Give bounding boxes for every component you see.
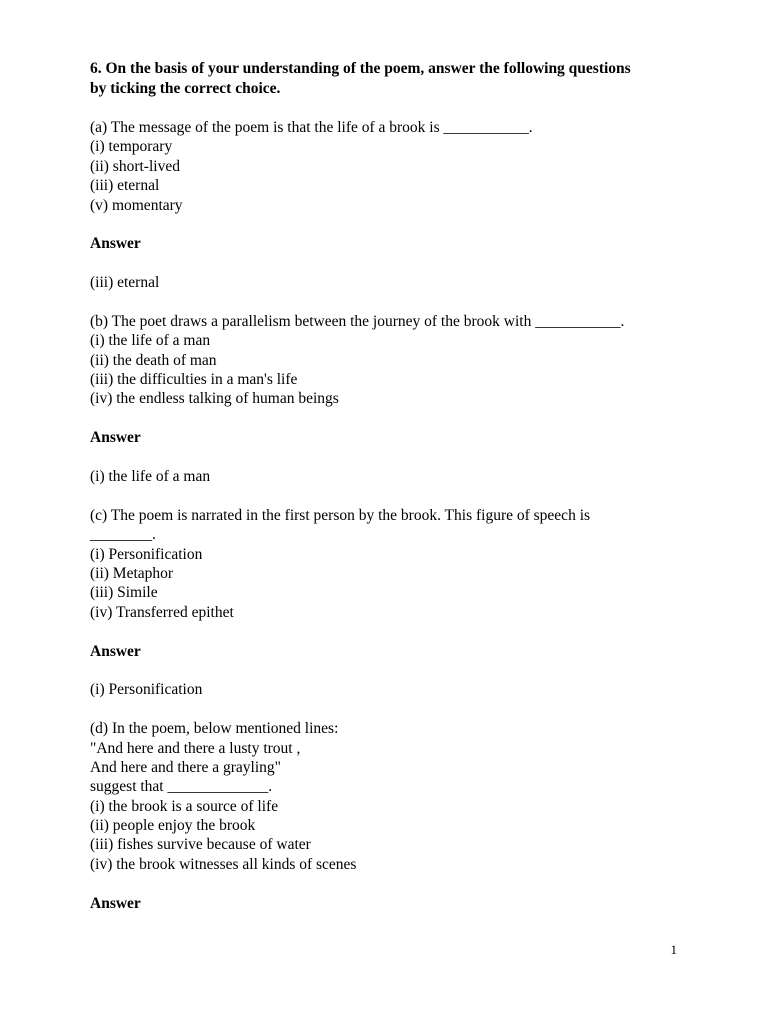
page-number: 1 xyxy=(670,942,677,957)
question-d-prompt-line-2: "And here and there a lusty trout , xyxy=(90,739,301,757)
question-a-option-2: (ii) short-lived xyxy=(90,157,180,175)
question-a-option-1: (i) temporary xyxy=(90,138,173,156)
question-b-answer-label: Answer xyxy=(90,429,141,447)
question-d-option-1: (i) the brook is a source of life xyxy=(90,797,279,815)
spacer xyxy=(90,215,690,234)
question-b-option-2: (ii) the death of man xyxy=(90,351,217,369)
spacer xyxy=(90,874,690,893)
question-c-answer-label: Answer xyxy=(90,642,141,660)
spacer xyxy=(90,700,690,719)
question-b-option-3: (iii) the difficulties in a man's life xyxy=(90,371,298,389)
section-heading xyxy=(90,59,690,99)
spacer xyxy=(90,486,690,505)
question-b-prompt: (b) The poet draws a parallelism between the journey of the brook with ___________. xyxy=(90,312,625,330)
question-d-prompt-line-3: And here and there a grayling" xyxy=(90,758,281,776)
spacer xyxy=(90,448,690,467)
heading-line-1: 6. On the basis of your understanding of the poem, answer the following questions xyxy=(90,60,631,77)
question-c-prompt-line-1: (c) The poem is narrated in the first person by the brook. This figure of speech is xyxy=(90,506,591,524)
spacer xyxy=(90,254,690,273)
question-c-option-3: (iii) Simile xyxy=(90,584,158,602)
question-d-option-3: (iii) fishes survive because of water xyxy=(90,836,311,854)
question-c-option-2: (ii) Metaphor xyxy=(90,564,174,582)
question-b-answer: (i) the life of a man xyxy=(90,468,211,486)
heading-line-2: by ticking the correct choice. xyxy=(90,80,281,97)
spacer xyxy=(90,409,690,428)
question-d-option-2: (ii) people enjoy the brook xyxy=(90,817,256,835)
question-a-answer: (iii) eternal xyxy=(90,274,160,292)
question-a-option-3: (iii) eternal xyxy=(90,177,160,195)
question-c-option-1: (i) Personification xyxy=(90,545,203,563)
question-b-option-4: (iv) the endless talking of human beings xyxy=(90,390,339,408)
question-a-answer-label: Answer xyxy=(90,235,141,253)
question-d-option-4: (iv) the brook witnesses all kinds of scenes xyxy=(90,855,357,873)
question-d-prompt-line-4: suggest that _____________. xyxy=(90,778,273,796)
spacer xyxy=(90,622,690,641)
spacer xyxy=(90,293,690,312)
spacer xyxy=(90,661,690,680)
question-c-option-4: (iv) Transferred epithet xyxy=(90,603,234,621)
question-d-prompt-line-1: (d) In the poem, below mentioned lines: xyxy=(90,720,339,738)
question-c-prompt-line-2: ________. xyxy=(90,526,156,544)
question-a-option-4: (v) momentary xyxy=(90,196,183,214)
question-c-answer: (i) Personification xyxy=(90,681,203,699)
question-b-option-1: (i) the life of a man xyxy=(90,332,211,350)
question-a-prompt: (a) The message of the poem is that the life of a brook is ___________. xyxy=(90,119,533,136)
question-d-answer-label: Answer xyxy=(90,894,141,912)
question-list xyxy=(90,118,690,913)
